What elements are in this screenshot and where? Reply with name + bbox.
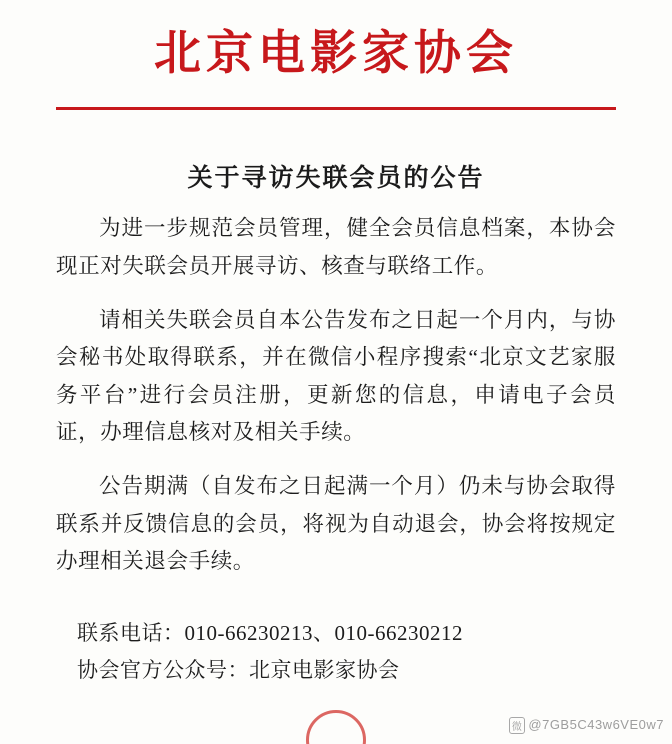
header-divider (56, 107, 616, 110)
watermark-text: @7GB5C43w6VE0w7 (528, 716, 664, 732)
paragraph-1: 为进一步规范会员管理，健全会员信息档案，本协会现正对失联会员开展寻访、核查与联络工作。 (56, 216, 616, 278)
contact-phone: 联系电话：010-66230213、010-66230212 (77, 620, 463, 645)
page-title: 关于寻访失联会员的公告 (187, 165, 485, 193)
paragraph-3: 公告期满（自发布之日起满一个月）仍未与协会取得联系并反馈信息的会员，将视为自动退会，协会将按规定办理相关退会手续。 (56, 474, 616, 574)
watermark (509, 717, 664, 734)
wechat-badge-icon: 微 (509, 717, 526, 734)
contact-block (56, 615, 616, 690)
letterhead (56, 0, 616, 83)
contact-official-account: 协会官方公众号：北京电影家协会 (77, 658, 400, 683)
announcement-body (56, 210, 616, 581)
organization-name: 北京电影家协会 (154, 28, 518, 80)
paragraph-2: 请相关失联会员自本公告发布之日起一个月内，与协会秘书处取得联系，并在微信小程序搜索“北京文艺家服务平台”进行会员注册，更新您的信息，申请电子会员证，办理信息核对及相关手续。 (56, 307, 616, 445)
official-seal (306, 710, 366, 744)
